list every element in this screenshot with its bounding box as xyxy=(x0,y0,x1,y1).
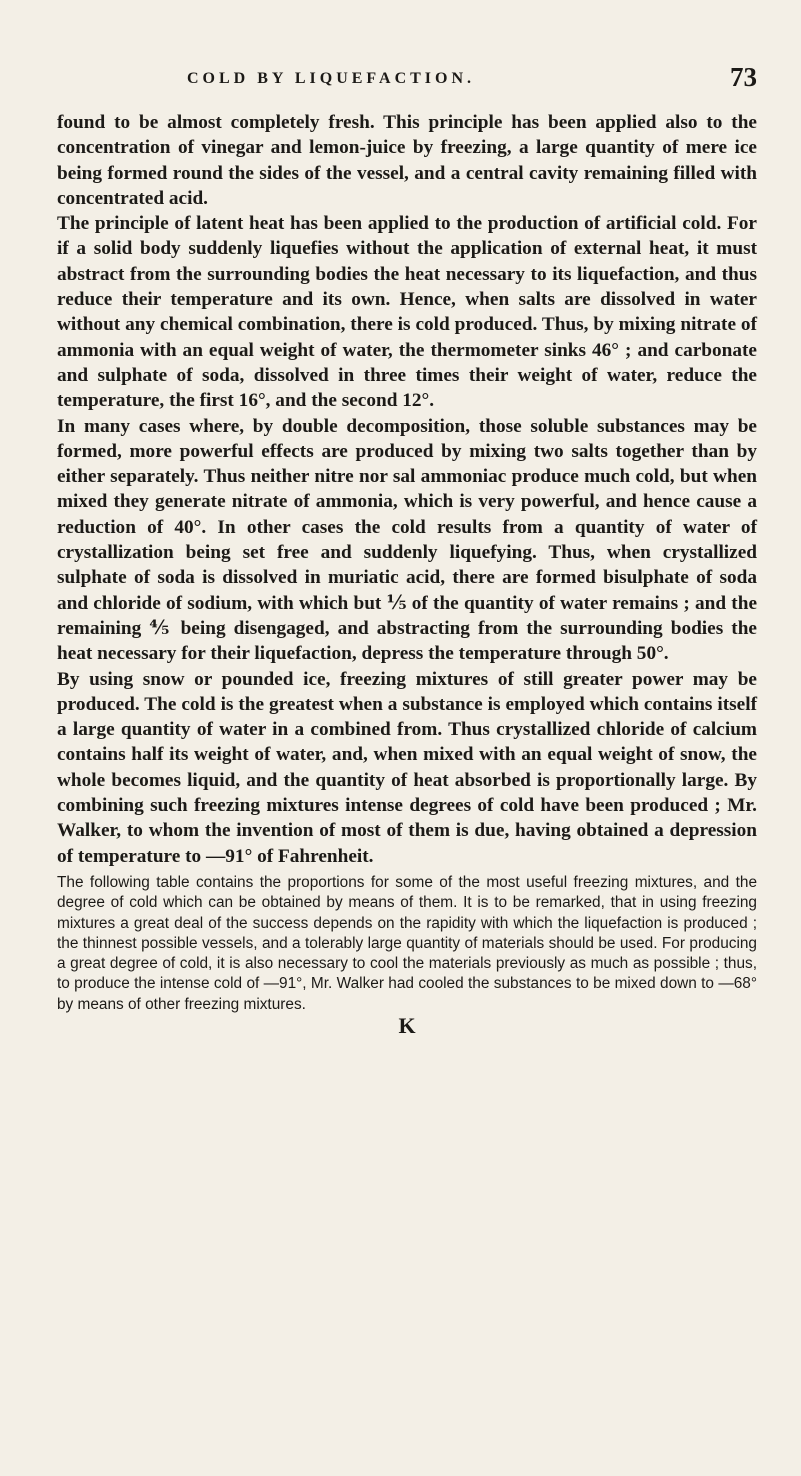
paragraph-snow-ice: By using snow or pounded ice, freezing mixtures of still greater power may be produced. The cold is the greatest when a substance is employed which contains itself a large quantity of water in a combined from. Thus crystallized chloride of calcium contains half its weight of water, and, when mixed with an equal weight of snow, the whole becomes liquid, and the quantity of heat absorbed is proportionally large. By combining such freezing mixtures intense degrees of cold have been produced ; Mr. Walker, to whom the invention of most of them is due, having obtained a depression of temperature to —91° of Fahrenheit. xyxy=(57,668,757,867)
paragraph-continuation: found to be almost completely fresh. This principle has been applied also to the concentration of vinegar and lemon-juice by freezing, a large quantity of mere ice being formed round the sides of the vessel, and a central cavity remaining filled with concentrated acid. xyxy=(57,112,757,209)
signature-mark: K xyxy=(398,1012,416,1038)
small-print-note: The following table contains the proportions for some of the most useful freezing mixtures, and the degree of cold which can be obtained by means of them. It is to be remarked, that in using freezing mixtures a great deal of the success depends on the rapidity with which the liquefaction is produced ; the thinnest possible vessels, and a tolerably large quantity of materials should be used. For producing a great degree of cold, it is also necessary to cool the materials previously as much as possible ; thus, to produce the intense cold of —91°, Mr. Walker had cooled the substances to be mixed down to —68° by means of other freezing mixtures. xyxy=(57,873,757,1013)
page-header xyxy=(57,64,757,98)
paragraph-double-decomposition: In many cases where, by double decomposition, those soluble substances may be formed, more powerful effects are produced by mixing two salts together than by either separately. Thus neither nitre nor sal ammoniac produce much cold, but when mixed they generate nitrate of ammonia, which is very powerful, and hence cause a reduction of 40°. In other cases the cold results from a quantity of water of crystallization being set free and suddenly liquefying. Thus, when crystallized sulphate of soda is dissolved in muriatic acid, there are formed bisulphate of soda and chloride of sodium, with which but ⅕ of the quantity of water remains ; and the remaining ⅘ being disengaged, and abstracting from the surrounding bodies the heat necessary for their liquefaction, depress the temperature through 50°. xyxy=(57,415,757,665)
book-page xyxy=(57,64,757,1039)
page-number: 73 xyxy=(730,62,757,92)
paragraph-latent-heat: The principle of latent heat has been applied to the production of artificial cold. For if a solid body suddenly liquefies without the application of external heat, it must abstract from the surrounding bodies the heat necessary to its liquefaction, and thus reduce their temperature and its own. Hence, when salts are dissolved in water without any chemical combination, there is cold produced. Thus, by mixing nitrate of ammonia with an equal weight of water, the thermometer sinks 46° ; and carbonate and sulphate of soda, dissolved in three times their weight of water, reduce the temperature, the first 16°, and the second 12°. xyxy=(57,213,757,412)
running-title: COLD BY LIQUEFACTION. xyxy=(187,70,476,87)
